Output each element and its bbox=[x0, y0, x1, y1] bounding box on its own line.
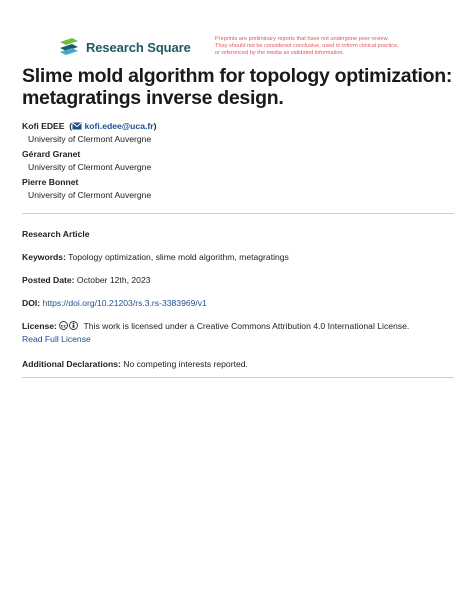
doi bbox=[22, 297, 462, 310]
additional-declarations bbox=[22, 358, 462, 371]
author-name: Gérard Granet bbox=[22, 149, 81, 159]
author-affiliation: University of Clermont Auvergne bbox=[28, 190, 152, 200]
author-affiliation: University of Clermont Auvergne bbox=[28, 162, 152, 172]
license-label: License: bbox=[22, 321, 57, 331]
article-type: Research Article bbox=[22, 229, 90, 239]
license bbox=[22, 320, 462, 346]
posted-date-label: Posted Date: bbox=[22, 275, 75, 285]
disclaimer-line: or referenced by the media as validated information. bbox=[215, 50, 345, 57]
doi-link[interactable]: https://doi.org/10.21203/rs.3.rs-3383969/v1 bbox=[42, 298, 207, 308]
read-full-license-link[interactable]: Read Full License bbox=[22, 334, 91, 344]
preprint-disclaimer bbox=[215, 36, 455, 58]
creative-commons-icon bbox=[59, 321, 79, 330]
keywords-label: Keywords: bbox=[22, 252, 66, 262]
research-square-logo[interactable] bbox=[58, 38, 191, 56]
title-line: Slime mold algorithm for topology optimization: bbox=[22, 65, 453, 87]
author-name: Pierre Bonnet bbox=[22, 177, 79, 187]
author-list bbox=[22, 120, 462, 204]
author-email-link[interactable]: kofi.edee@uca.fr bbox=[84, 121, 154, 131]
doi-label: DOI: bbox=[22, 298, 41, 308]
posted-date bbox=[22, 274, 462, 287]
keywords-value: Topology optimization, slime mold algorithm, metagratings bbox=[68, 252, 289, 262]
paper-title bbox=[22, 65, 462, 109]
envelope-icon bbox=[72, 122, 82, 130]
disclaimer-line: Preprints are preliminary reports that have not undergone peer review. bbox=[215, 36, 389, 42]
section-divider bbox=[22, 377, 454, 378]
author-affiliation: University of Clermont Auvergne bbox=[28, 134, 152, 144]
author-name: Kofi EDEE ( kofi.edee@uca.fr) bbox=[22, 121, 157, 131]
declarations-label: Additional Declarations: bbox=[22, 359, 121, 369]
research-square-logo-icon bbox=[58, 38, 80, 56]
section-divider bbox=[22, 213, 454, 214]
declarations-value: No competing interests reported. bbox=[123, 359, 248, 369]
title-line: metagratings inverse design. bbox=[22, 87, 284, 109]
logo-text: Research Square bbox=[86, 39, 191, 55]
license-text: This work is licensed under a Creative Commons Attribution 4.0 International License. bbox=[83, 321, 410, 331]
author-email: ( kofi.edee@uca.fr) bbox=[66, 121, 157, 131]
disclaimer-line: They should not be considered conclusive, used to inform clinical practice, bbox=[215, 43, 399, 50]
svg-text:cc: cc bbox=[61, 324, 67, 330]
posted-date-value: October 12th, 2023 bbox=[76, 275, 151, 285]
keywords bbox=[22, 251, 462, 264]
